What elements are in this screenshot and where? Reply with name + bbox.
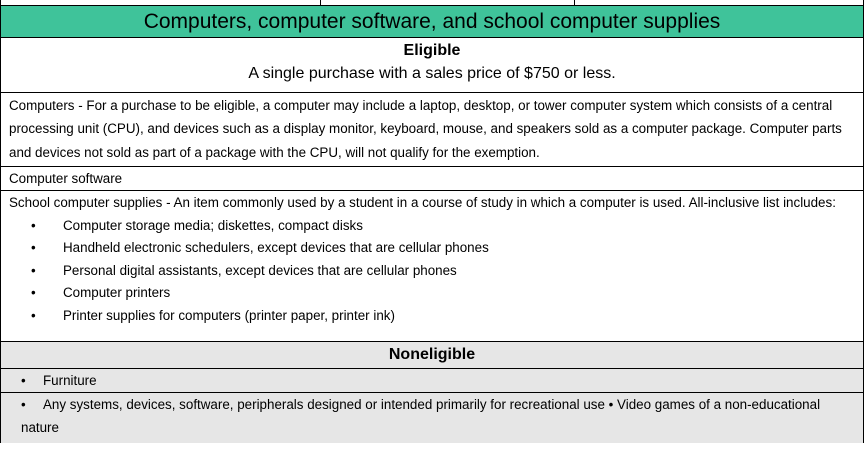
bullet-icon: • [31, 240, 36, 256]
supplies-lead: School computer supplies [9, 195, 163, 211]
category-header [1, 6, 864, 38]
exemption-table [0, 5, 864, 443]
eligible-subtitle: A single purchase with a sales price of $750 or less. [248, 65, 616, 82]
supplies-description: An item commonly used by a student in a course of study in which a computer is used. All-inclusive list includes: [173, 195, 836, 211]
list-item: • Personal digital assistants, except devices that are cellular phones [9, 260, 855, 283]
supplies-row: School computer supplies - An item commonly used by a student in a course of study in which a computer is used. All-inclusive list includes: • Computer storage media; diskettes, compact disks • Handheld electronic schedulers, except devices that are cellular phones • Personal digital assistants, except devices that are cellular phones • Computer printers • Printer supplies for computers (printer paper, printer ink) [1, 191, 864, 342]
noneligible-item: Furniture [43, 373, 97, 389]
list-item: • Printer supplies for computers (printer paper, printer ink) [9, 305, 855, 328]
computers-row: Computers - For a purchase to be eligible, a computer may include a laptop, desktop, or tower computer system which consists of a central processing unit (CPU), and devices such as a display monitor, keyboard, mouse, and speakers sold as a computer package. Computer parts and devices not sold as part of a package with the CPU, will not qualify for the exemption. [1, 93, 864, 167]
noneligible-item-row [1, 393, 864, 444]
software-row [1, 167, 864, 191]
bullet-icon: • [21, 373, 26, 389]
list-item: • Handheld electronic schedulers, except devices that are cellular phones [9, 237, 855, 260]
noneligible-heading: Noneligible [388, 346, 476, 364]
bullet-icon: • [21, 397, 26, 413]
list-item: • Computer storage media; diskettes, compact disks [9, 215, 855, 238]
bullet-icon: • [31, 217, 36, 233]
eligible-heading: Eligible [403, 42, 461, 59]
noneligible-item-row [1, 369, 864, 393]
bullet-icon: • [31, 307, 36, 323]
table-top-edge [0, 0, 865, 5]
category-title: Computers, computer software, and school computer supplies [143, 10, 721, 33]
bullet-icon: • [31, 285, 36, 301]
supplies-list [9, 215, 855, 328]
software-label: Computer software [9, 171, 123, 186]
computers-description: For a purchase to be eligible, a computer may include a laptop, desktop, or tower computer system which consists of a central processing unit (CPU), and devices such as a display monitor, keyboard, mouse, and speakers sold as a computer package. Computer parts and devices not sold as part of a package with the CPU, will not qualify for the exemption. [9, 98, 842, 160]
noneligible-item: Any systems, devices, software, peripherals designed or intended primarily for recreational use • Video games of a non-educational nature [21, 397, 821, 436]
eligible-section [1, 38, 864, 93]
noneligible-section [1, 342, 864, 369]
bullet-icon: • [31, 262, 36, 278]
computers-lead: Computers [9, 98, 75, 113]
list-item: • Computer printers [9, 282, 855, 305]
